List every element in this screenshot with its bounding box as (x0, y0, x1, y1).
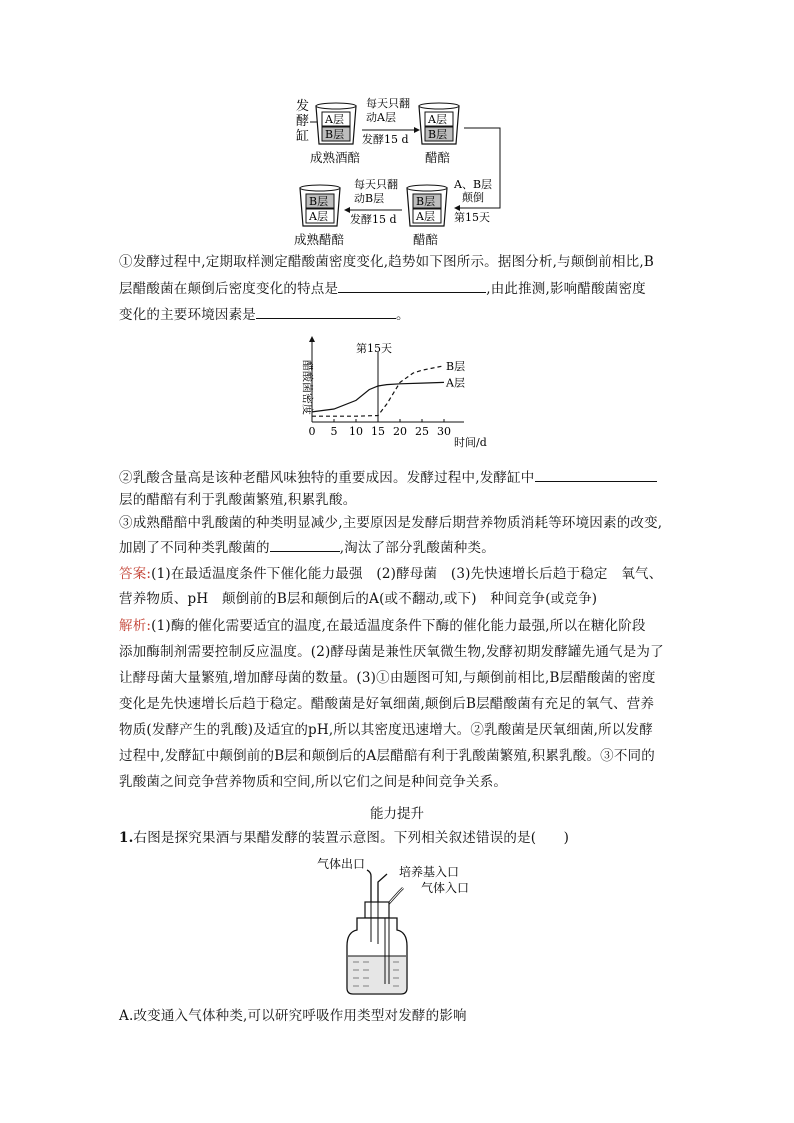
chart-series-label-1: B层 (446, 359, 466, 373)
question-1 (119, 828, 569, 848)
analysis-line-2-text: 添加酶制剂需要控制反应温度。(2)酵母菌是兼性厌氧微生物,发酵初期发酵罐先通气是为了 (119, 644, 664, 660)
analysis-line-3-text: 让酵母菌大量繁殖,增加酵母菌的数量。(3)①由题图可知,与颠倒前相比,B层醋酸菌的密度 (119, 670, 656, 686)
cup2-layer-a: A层 (428, 113, 447, 126)
section-title: 能力提升 (370, 806, 424, 822)
cup1-layer-a: A层 (325, 113, 344, 126)
cup-vinegar-mash-2 (407, 185, 447, 226)
label-vinegar-mash-2: 醋醅 (413, 232, 439, 247)
label-vinegar-mash-1: 醋醅 (425, 150, 451, 165)
option-a (119, 1006, 467, 1026)
analysis-line-7-text: 乳酸菌之间竞争营养物质和空间,所以它们之间是种间竞争关系。 (119, 774, 508, 790)
medium-inlet-label: 培养基入口 (399, 865, 460, 879)
gas-inlet-label: 气体入口 (421, 881, 470, 895)
gas-outlet-label: 气体出口 (317, 857, 366, 871)
q3-line-2 (119, 537, 495, 558)
flip-label-2: 颠倒 (462, 191, 484, 204)
q1-line-2 (119, 278, 646, 299)
q1-line-2-text-b: ,由此推测,影响醋酸菌密度 (486, 281, 646, 297)
analysis-line-4 (119, 694, 654, 714)
q1-line-3 (119, 304, 410, 325)
answer-line-2 (119, 589, 597, 609)
q2-line-2-text: 层的醋醅有利于乳酸菌繁殖,积累乳酸。 (119, 492, 357, 508)
q1-line-3-text-a: 变化的主要环境因素是 (119, 307, 256, 323)
cup-mature-wine (316, 103, 356, 144)
q2-line-1-text: ②乳酸含量高是该种老醋风味独特的重要成因。发酵过程中,发酵缸中 (119, 470, 535, 486)
analysis-line-6 (119, 746, 655, 766)
flip-label-1: A、B层 (454, 178, 493, 191)
chart-series-label-0: A层 (446, 376, 465, 390)
density-chart (290, 336, 510, 456)
arrow1-top-2: 动A层 (366, 111, 396, 124)
q1-line-3-text-b: 。 (396, 307, 410, 323)
flip-day-label: 第15天 (454, 211, 490, 224)
analysis-line-1 (119, 616, 646, 636)
q2-line-1 (119, 467, 657, 488)
vat-label-1: 发 (296, 99, 310, 114)
chart-x-tick-label: 25 (415, 425, 429, 438)
fermentation-apparatus-diagram (315, 852, 515, 1002)
analysis-line-6-text: 过程中,发酵缸中颠倒前的B层和颠倒后的A层醋醅有利于乳酸菌繁殖,积累乳酸。③不同的 (119, 748, 655, 764)
arrow2-top-2: 动B层 (354, 192, 385, 205)
chart-x-tick-label: 15 (371, 425, 385, 438)
answer-line-1 (119, 564, 662, 584)
q3-line-2-text-b: ,淘汰了部分乳酸菌种类。 (339, 540, 495, 556)
chart-x-tick-label: 10 (349, 425, 363, 438)
q3-line-1-text: ③成熟醋醅中乳酸菌的种类明显减少,主要原因是发酵后期营养物质消耗等环境因素的改变, (119, 515, 663, 531)
chart-x-tick-label: 20 (393, 425, 407, 438)
arrow2-bottom: 发酵15 d (350, 213, 397, 226)
answer-blank-4[interactable] (270, 537, 340, 552)
q3-line-1 (119, 513, 662, 533)
analysis-line-1-text: (1)酶的催化需要适宜的温度,在最适温度条件下酶的催化能力最强,所以在糖化阶段 (151, 618, 646, 634)
answer-label: 答案: (119, 566, 152, 582)
q1-line-1-text: ①发酵过程中,定期取样测定醋酸菌密度变化,趋势如下图所示。据图分析,与颠倒前相比,B (119, 254, 654, 270)
vat-label-3: 缸 (296, 129, 310, 144)
analysis-line-5-text: 物质(发酵产生的乳酸)及适宜的pH,所以其密度迅速增大。②乳酸菌是厌氧细菌,所以发酵 (119, 722, 653, 738)
cup4-layer-a: A层 (309, 210, 328, 223)
analysis-line-7 (119, 772, 507, 792)
chart-x-tick-label: 0 (308, 425, 316, 438)
cup4-layer-b: B层 (309, 195, 329, 208)
analysis-line-3 (119, 668, 656, 688)
chart-x-tick-label: 5 (330, 425, 338, 438)
fermentation-process-diagram (280, 92, 520, 252)
cup-vinegar-mash-1 (419, 103, 459, 144)
q1-line-2-text-a: 层醋酸菌在颠倒后密度变化的特点是 (119, 281, 339, 297)
arrow1-bottom: 发酵15 d (362, 133, 409, 146)
cup1-layer-b: B层 (325, 128, 345, 141)
q3-line-2-text-a: 加剧了不同种类乳酸菌的 (119, 540, 270, 556)
question-1-number: 1. (119, 830, 134, 846)
analysis-label: 解析: (119, 618, 152, 634)
arrow2-top-1: 每天只翻 (354, 178, 398, 191)
answer-blank-1[interactable] (338, 278, 486, 293)
option-a-text: A.改变通入气体种类,可以研究呼吸作用类型对发酵的影响 (119, 1008, 467, 1024)
q1-line-1 (119, 252, 654, 272)
cup-mature-vinegar (300, 185, 340, 226)
analysis-line-2 (119, 642, 664, 662)
q2-line-2 (119, 490, 356, 510)
cup3-layer-a: A层 (416, 210, 435, 223)
chart-x-tick-label: 30 (437, 425, 451, 438)
answer-blank-2[interactable] (256, 304, 396, 319)
chart-ylabel: 醋酸菌密度 (301, 360, 314, 415)
answer-line-2-text: 营养物质、pH 颠倒前的B层和颠倒后的A(或不翻动,或下) 种间竞争(或竞争) (119, 591, 598, 607)
chart-legend (445, 360, 465, 390)
chart-y-arrow (309, 336, 315, 342)
question-1-text: 右图是探究果酒与果醋发酵的装置示意图。下列相关叙述错误的是( ) (133, 830, 570, 846)
cup2-layer-b: B层 (428, 128, 448, 141)
arrow1-top-1: 每天只翻 (366, 97, 410, 110)
answer-blank-3[interactable] (535, 467, 657, 482)
vat-label-2: 酵 (296, 114, 310, 129)
chart-annotation: 第15天 (356, 342, 392, 355)
label-mature-wine: 成熟酒醅 (310, 150, 361, 165)
analysis-line-4-text: 变化是先快速增长后趋于稳定。醋酸菌是好氧细菌,颠倒后B层醋酸菌有充足的氧气、营养 (119, 696, 655, 712)
answer-line-1-text: (1)在最适温度条件下催化能力最强 (2)酵母菌 (3)先快速增长后趋于稳定 氧气、 (151, 566, 663, 582)
chart-xlabel: 时间/d (454, 436, 487, 449)
analysis-line-5 (119, 720, 653, 740)
cup3-layer-b: B层 (416, 195, 436, 208)
label-mature-vinegar: 成熟醋醅 (294, 232, 345, 247)
